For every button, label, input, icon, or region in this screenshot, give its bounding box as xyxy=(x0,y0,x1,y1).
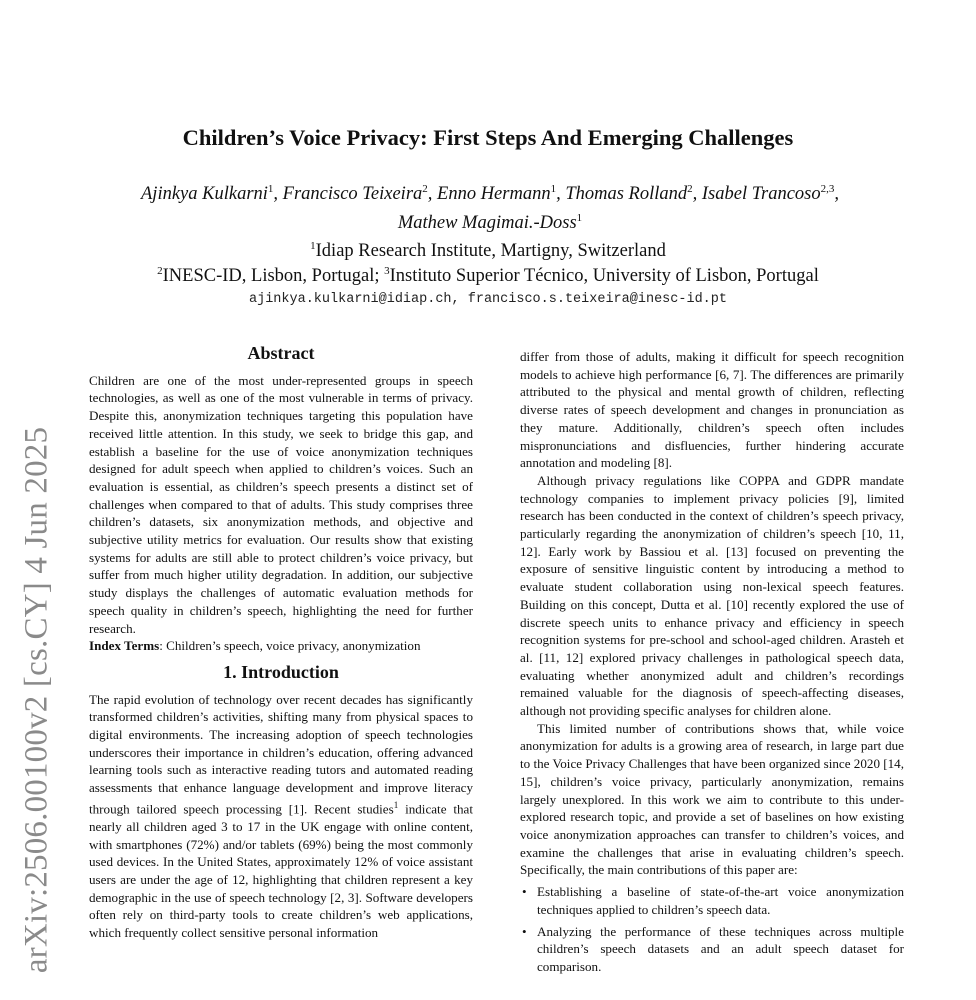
author-list: Ajinkya Kulkarni$^1$, Francisco Teixeira$^2$, Enno Hermann$^1$, Thomas Rolland$^2$, Isabel Trancoso$^{2,3}$, Mathew Magimai.-Doss$^1$ xyxy=(141,183,839,234)
paragraph-continuation: differ from those of adults, making it difficult for speech recognition models to achieve high performance [6, 7]. The differences are primarily attributed to the physical and mental growth of children, reflecting diverse rates of speech development and changes in pronunciation as they mature. Additionally, children’s speech often includes mispronunciations and disfluencies, further hindering accurate annotation and modeling [8]. xyxy=(520,349,904,471)
author-name: Francisco Teixeira xyxy=(282,184,423,205)
author-name: Enno Hermann xyxy=(437,184,551,205)
author-emails: ajinkya.kulkarni@idiap.ch, francisco.s.teixeira@inesc-id.pt xyxy=(249,292,727,307)
author-affil-mark: 2 xyxy=(687,183,693,195)
author-name: Mathew Magimai.-Doss xyxy=(397,213,577,234)
abstract-body: Children are one of the most under-represented groups in speech technologies, as well as one of the most vulnerable in terms of privacy. Despite this, anonymization techniques targeting this population have received little attention. In this study, we seek to bridge this gap, and establish a baseline for the use of voice anonymization techniques designed for adult speech when applied to children’s voices. Such an evaluation is essential, as children’s speech presents a distinct set of challenges when compared to that of adults. This study comprises three children’s datasets, six anonymization methods, and objective and subjective utility metrics for evaluation. Our results show that existing systems for adults are still able to protect children’s voice privacy, but suffer from much higher utility degradation. In addition, our subjective study displays the challenges of automatic evaluation methods for speech quality in children’s speech, highlighting the need for further research. xyxy=(89,372,473,636)
affiliation-line-1: $^1$Idiap Research Institute, Martigny, Switzerland xyxy=(310,240,666,262)
paragraph-privacy-regulations: Although privacy regulations like COPPA and GDPR mandate technology companies to implement privacy policies [9], limited research has been conducted in the context of children’s speech privacy, particularly regarding the anonymization of children’s speech [10, 11, 12]. Early work by Bassiou et al. [13] focused on preventing the exposure of sensitive linguistic content by introducing a method to evaluate student collaboration using non-lexical speech features. Building on this concept, Dutta et al. [10] recently explored the use of discrete speech units to enhance privacy and efficiency in speech recognition systems for pre-school and school-aged children. Arasteh et al. [11, 12] explored privacy challenges in pathological speech data, evaluating whether anonymized adult and children’s recordings remained valuable for the diagnosis of speech-affecting diseases, although not providing specific analyses for children alone. xyxy=(520,472,904,719)
intro-paragraph-1: The rapid evolution of technology over recent decades has significantly transformed children’s activities, shifting many from physical spaces to digital environments. The increasing adoption of speech technologies underscores their importance in children’s education, offering advanced learning tools such as interactive reading tutors and automated reading assessments that enhance language development and improve literacy through tailored speech processing [1]. Recent studies$^1$ indicate that nearly all children aged 3 to 17 in the UK engage with online content, with smartphones (72%) and/or tablets (69%) being the most commonly used devices. In the United States, approximately 12% of voice assistant users are under the age of 12, highlighting that children represent a key demographic in the use of speech technology [2, 3]. Software developers often rely on third-party tools to create children’s web applications, which frequently collect sensitive personal information xyxy=(89,691,473,941)
author-name: Isabel Trancoso xyxy=(701,184,821,205)
author-affil-mark: 2,3 xyxy=(820,183,835,195)
paper-title: Children’s Voice Privacy: First Steps And Emerging Challenges xyxy=(182,125,794,150)
list-item: • Establishing a baseline of state-of-the-art voice anonymization techniques applied to children’s speech data. xyxy=(520,883,904,918)
arxiv-id-text: arXiv:2506.00100v2 [cs.CY] 4 Jun 2025 xyxy=(18,426,55,974)
author-affil-mark: 1 xyxy=(576,212,583,225)
author-affil-mark: 1 xyxy=(550,183,557,195)
abstract-heading: Abstract xyxy=(247,343,315,363)
author-name: Thomas Rolland xyxy=(565,184,688,205)
index-terms: Index Terms: Children’s speech, voice privacy, anonymization xyxy=(89,638,421,654)
right-column xyxy=(520,348,904,976)
left-column xyxy=(89,345,473,942)
affiliation-line-2: $^2$INESC-ID, Lisbon, Portugal; $^3$Instituto Superior Técnico, University of Lisbon, Portugal xyxy=(157,265,819,287)
contributions-list xyxy=(520,883,904,976)
author-affil-mark: 1 xyxy=(267,183,274,195)
introduction-heading: 1. Introduction xyxy=(223,661,339,682)
paragraph-contributions-intro: This limited number of contributions shows that, while voice anonymization for adults is a growing area of research, in large part due to the Voice Privacy Challenges that have been organized since 2020 [14, 15], children’s voice privacy, particularly anonymization, remains largely unexplored. In this work we aim to contribute to this under-explored research topic, and provide a set of baselines on how existing voice anonymization approaches can transfer to children’s voices, and examine the challenges that arise in evaluating children’s speech. Specifically, the main contributions of this paper are: xyxy=(520,720,904,878)
footnote-marker: 1 xyxy=(393,799,399,810)
author-affil-mark: 2 xyxy=(422,183,428,195)
list-item: • Analyzing the performance of these techniques across multiple children’s speech datasets and an adult speech dataset for comparison. xyxy=(520,923,904,976)
author-name: Ajinkya Kulkarni xyxy=(141,184,268,205)
